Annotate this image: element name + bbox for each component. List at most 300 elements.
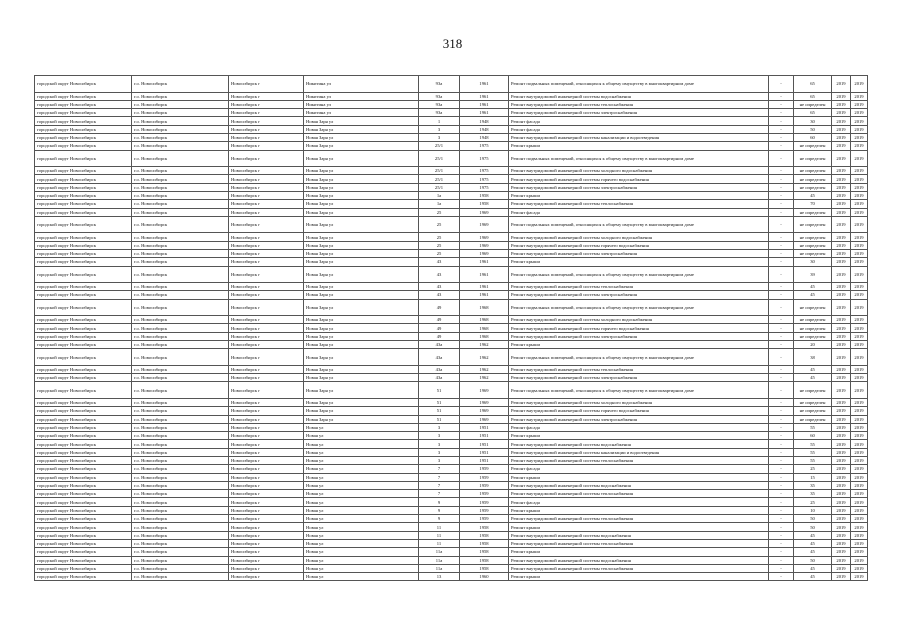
table-row [35,324,868,332]
cell-street: Новая Заря ул [304,208,419,216]
cell-city: Новосибирск г [229,316,304,324]
cell-house-number: 93а [419,92,460,100]
cell-city: Новосибирск г [229,258,304,266]
cell-municipality: городской округ Новосибирск [35,117,132,125]
table-row [35,175,868,183]
cell-code: - [769,515,794,523]
cell-house-number: 51 [419,398,460,406]
cell-house-number: 43а [419,341,460,349]
cell-work-type: Ремонт крыши [509,142,769,150]
cell-municipality: городской округ Новосибирск [35,490,132,498]
cell-work-type: Ремонт крыши [509,523,769,531]
cell-work-type: Ремонт внутридомовой инженерной системы водоснабжения [509,531,769,539]
cell-settlement: г.о. Новосибирск [132,324,229,332]
cell-end-year: 2019 [851,291,868,299]
table-row [35,233,868,241]
cell-build-year: 1961 [460,283,509,291]
cell-municipality: городской округ Новосибирск [35,432,132,440]
cell-municipality: городской округ Новосибирск [35,423,132,431]
cell-build-year: 1958 [460,564,509,572]
table-row [35,465,868,473]
cell-house-number: 25 [419,208,460,216]
cell-city: Новосибирск г [229,191,304,199]
cell-work-type: Ремонт внутридомовой инженерной системы водоснабжения [509,440,769,448]
cell-city: Новосибирск г [229,349,304,366]
cell-cost: не определен [794,382,832,399]
cell-build-year: 1951 [460,457,509,465]
cell-city: Новосибирск г [229,515,304,523]
cell-settlement: г.о. Новосибирск [132,208,229,216]
cell-build-year: 1958 [460,523,509,531]
cell-work-type: Ремонт внутридомовой инженерной системы горячего водоснабжения [509,175,769,183]
table-row [35,316,868,324]
cell-municipality: городской округ Новосибирск [35,100,132,108]
cell-code: - [769,324,794,332]
cell-start-year: 2019 [832,142,851,150]
cell-street: Новая Заря ул [304,266,419,283]
cell-municipality: городской округ Новосибирск [35,332,132,340]
cell-code: - [769,125,794,133]
cell-municipality: городской округ Новосибирск [35,473,132,481]
cell-start-year: 2019 [832,332,851,340]
cell-city: Новосибирск г [229,175,304,183]
cell-start-year: 2019 [832,316,851,324]
cell-code: - [769,481,794,489]
cell-street: Новая ул [304,481,419,489]
cell-cost: не определен [794,150,832,167]
cell-start-year: 2019 [832,216,851,233]
cell-city: Новосибирск г [229,448,304,456]
page-number: 318 [442,36,463,51]
cell-municipality: городской округ Новосибирск [35,283,132,291]
cell-settlement: г.о. Новосибирск [132,365,229,373]
cell-cost: не определен [794,142,832,150]
cell-end-year: 2019 [851,167,868,175]
cell-build-year: 1958 [460,556,509,564]
cell-municipality: городской округ Новосибирск [35,506,132,514]
cell-settlement: г.о. Новосибирск [132,473,229,481]
cell-street: Новая Заря ул [304,349,419,366]
table-row [35,490,868,498]
table-row [35,249,868,257]
cell-start-year: 2019 [832,573,851,581]
cell-settlement: г.о. Новосибирск [132,216,229,233]
cell-settlement: г.о. Новосибирск [132,283,229,291]
cell-city: Новосибирск г [229,183,304,191]
cell-build-year: 1975 [460,167,509,175]
cell-build-year: 1975 [460,142,509,150]
cell-street: Новая Заря ул [304,241,419,249]
cell-build-year: 1961 [460,258,509,266]
cell-work-type: Ремонт внутридомовой инженерной системы теплоснабжения [509,365,769,373]
cell-cost: 25 [794,465,832,473]
cell-build-year: 1961 [460,76,509,93]
cell-house-number: 3 [419,423,460,431]
cell-house-number: 51 [419,382,460,399]
cell-code: - [769,440,794,448]
cell-end-year: 2019 [851,133,868,141]
cell-house-number: 3 [419,133,460,141]
cell-start-year: 2019 [832,109,851,117]
cell-municipality: городской округ Новосибирск [35,133,132,141]
cell-end-year: 2019 [851,398,868,406]
cell-house-number: 25 [419,249,460,257]
cell-code: - [769,423,794,431]
cell-code: - [769,233,794,241]
cell-city: Новосибирск г [229,440,304,448]
cell-city: Новосибирск г [229,490,304,498]
cell-end-year: 2019 [851,515,868,523]
cell-house-number: 3 [419,432,460,440]
cell-build-year: 1958 [460,539,509,547]
cell-cost: 45 [794,191,832,199]
table-row [35,523,868,531]
cell-house-number: 51 [419,407,460,415]
cell-work-type: Ремонт внутридомовой инженерной системы холодного водоснабжения [509,233,769,241]
table-row [35,133,868,141]
cell-start-year: 2019 [832,407,851,415]
cell-code: - [769,498,794,506]
cell-code: - [769,100,794,108]
table-row [35,506,868,514]
cell-cost: не определен [794,332,832,340]
cell-cost: 30 [794,258,832,266]
cell-build-year: 1962 [460,341,509,349]
cell-street: Новая Заря ул [304,415,419,423]
cell-end-year: 2019 [851,258,868,266]
cell-code: - [769,539,794,547]
cell-build-year: 1958 [460,191,509,199]
cell-street: Новая Заря ул [304,125,419,133]
cell-start-year: 2019 [832,531,851,539]
cell-house-number: 11а [419,556,460,564]
cell-build-year: 1958 [460,548,509,556]
cell-end-year: 2019 [851,382,868,399]
table-row [35,432,868,440]
cell-work-type: Ремонт фасада [509,117,769,125]
cell-city: Новосибирск г [229,76,304,93]
cell-city: Новосибирск г [229,142,304,150]
cell-start-year: 2019 [832,76,851,93]
cell-municipality: городской округ Новосибирск [35,208,132,216]
cell-end-year: 2019 [851,573,868,581]
cell-house-number: 43 [419,258,460,266]
cell-work-type: Ремонт внутридомовой инженерной системы электроснабжения [509,249,769,257]
table-row [35,448,868,456]
cell-street: Новая ул [304,539,419,547]
cell-municipality: городской округ Новосибирск [35,498,132,506]
cell-municipality: городской округ Новосибирск [35,191,132,199]
cell-code: - [769,473,794,481]
cell-build-year: 1962 [460,365,509,373]
cell-settlement: г.о. Новосибирск [132,117,229,125]
cell-city: Новосибирск г [229,498,304,506]
cell-street: Никитина ул [304,100,419,108]
cell-end-year: 2019 [851,432,868,440]
cell-start-year: 2019 [832,200,851,208]
cell-code: - [769,109,794,117]
cell-settlement: г.о. Новосибирск [132,100,229,108]
cell-settlement: г.о. Новосибирск [132,432,229,440]
cell-municipality: городской округ Новосибирск [35,258,132,266]
cell-start-year: 2019 [832,208,851,216]
cell-start-year: 2019 [832,175,851,183]
cell-house-number: 3 [419,440,460,448]
cell-settlement: г.о. Новосибирск [132,465,229,473]
cell-settlement: г.о. Новосибирск [132,233,229,241]
cell-build-year: 1961 [460,92,509,100]
cell-work-type: Ремонт внутридомовой инженерной системы канализации и водоотведения [509,448,769,456]
cell-cost: не определен [794,407,832,415]
cell-build-year: 1969 [460,407,509,415]
cell-settlement: г.о. Новосибирск [132,382,229,399]
cell-code: - [769,191,794,199]
cell-build-year: 1951 [460,432,509,440]
cell-settlement: г.о. Новосибирск [132,548,229,556]
cell-end-year: 2019 [851,183,868,191]
cell-house-number: 25 [419,216,460,233]
cell-cost: не определен [794,167,832,175]
cell-municipality: городской округ Новосибирск [35,465,132,473]
cell-house-number: 1 [419,117,460,125]
cell-build-year: 1959 [460,515,509,523]
cell-settlement: г.о. Новосибирск [132,407,229,415]
cell-municipality: городской округ Новосибирск [35,92,132,100]
cell-street: Новая Заря ул [304,341,419,349]
cell-house-number: 11а [419,548,460,556]
cell-street: Новая ул [304,531,419,539]
cell-work-type: Ремонт внутридомовой инженерной системы водоснабжения [509,92,769,100]
cell-house-number: 25/1 [419,150,460,167]
cell-municipality: городской округ Новосибирск [35,142,132,150]
cell-code: - [769,316,794,324]
cell-end-year: 2019 [851,349,868,366]
cell-settlement: г.о. Новосибирск [132,316,229,324]
cell-start-year: 2019 [832,299,851,316]
cell-start-year: 2019 [832,548,851,556]
cell-cost: не определен [794,183,832,191]
cell-city: Новосибирск г [229,100,304,108]
cell-house-number: 7 [419,481,460,489]
cell-code: - [769,167,794,175]
cell-work-type: Ремонт внутридомовой инженерной системы холодного водоснабжения [509,167,769,175]
cell-settlement: г.о. Новосибирск [132,92,229,100]
cell-code: - [769,332,794,340]
cell-municipality: городской округ Новосибирск [35,440,132,448]
cell-house-number: 49 [419,299,460,316]
cell-code: - [769,142,794,150]
table-row [35,216,868,233]
cell-work-type: Ремонт внутридомовой инженерной системы горячего водоснабжения [509,324,769,332]
cell-work-type: Ремонт фасада [509,125,769,133]
table-row [35,457,868,465]
cell-start-year: 2019 [832,150,851,167]
cell-code: - [769,564,794,572]
cell-city: Новосибирск г [229,133,304,141]
cell-city: Новосибирск г [229,432,304,440]
cell-end-year: 2019 [851,548,868,556]
table-row [35,374,868,382]
cell-street: Новая Заря ул [304,398,419,406]
cell-end-year: 2019 [851,266,868,283]
cell-work-type: Ремонт крыши [509,432,769,440]
cell-build-year: 1959 [460,481,509,489]
cell-end-year: 2019 [851,531,868,539]
cell-end-year: 2019 [851,117,868,125]
cell-settlement: г.о. Новосибирск [132,515,229,523]
cell-work-type: Ремонт внутридомовой инженерной системы холодного водоснабжения [509,316,769,324]
table-row [35,299,868,316]
cell-end-year: 2019 [851,332,868,340]
cell-city: Новосибирск г [229,473,304,481]
cell-build-year: 1969 [460,415,509,423]
cell-end-year: 2019 [851,208,868,216]
cell-start-year: 2019 [832,423,851,431]
cell-end-year: 2019 [851,407,868,415]
cell-code: - [769,283,794,291]
cell-build-year: 1951 [460,448,509,456]
cell-municipality: городской округ Новосибирск [35,233,132,241]
cell-street: Новая Заря ул [304,167,419,175]
cell-municipality: городской округ Новосибирск [35,539,132,547]
cell-code: - [769,299,794,316]
cell-cost: не определен [794,175,832,183]
cell-work-type: Ремонт крыши [509,506,769,514]
cell-code: - [769,266,794,283]
cell-code: - [769,407,794,415]
cell-build-year: 1969 [460,398,509,406]
cell-code: - [769,150,794,167]
cell-start-year: 2019 [832,556,851,564]
cell-work-type: Ремонт внутридомовой инженерной системы водоснабжения [509,556,769,564]
cell-work-type: Ремонт крыши [509,191,769,199]
cell-start-year: 2019 [832,283,851,291]
cell-municipality: городской округ Новосибирск [35,299,132,316]
cell-municipality: городской округ Новосибирск [35,316,132,324]
cell-build-year: 1948 [460,117,509,125]
cell-start-year: 2019 [832,341,851,349]
cell-build-year: 1962 [460,374,509,382]
cell-settlement: г.о. Новосибирск [132,564,229,572]
cell-build-year: 1975 [460,175,509,183]
cell-end-year: 2019 [851,216,868,233]
cell-build-year: 1975 [460,150,509,167]
cell-house-number: 93а [419,109,460,117]
cell-municipality: городской округ Новосибирск [35,457,132,465]
cell-start-year: 2019 [832,349,851,366]
table-row [35,415,868,423]
cell-build-year: 1959 [460,506,509,514]
cell-start-year: 2019 [832,291,851,299]
cell-work-type: Ремонт подвальных помещений, относящихся к общему имуществу в многоквартирном доме [509,76,769,93]
cell-street: Новая ул [304,556,419,564]
cell-settlement: г.о. Новосибирск [132,150,229,167]
cell-code: - [769,258,794,266]
cell-end-year: 2019 [851,76,868,93]
cell-settlement: г.о. Новосибирск [132,175,229,183]
cell-build-year: 1962 [460,349,509,366]
cell-settlement: г.о. Новосибирск [132,125,229,133]
cell-work-type: Ремонт крыши [509,473,769,481]
cell-end-year: 2019 [851,440,868,448]
cell-cost: не определен [794,324,832,332]
cell-street: Никитина ул [304,92,419,100]
cell-municipality: городской округ Новосибирск [35,341,132,349]
cell-settlement: г.о. Новосибирск [132,332,229,340]
cell-work-type: Ремонт внутридомовой инженерной системы электроснабжения [509,332,769,340]
cell-cost: 50 [794,523,832,531]
cell-work-type: Ремонт внутридомовой инженерной системы теплоснабжения [509,490,769,498]
cell-house-number: 1а [419,191,460,199]
cell-house-number: 93а [419,76,460,93]
cell-street: Новая ул [304,457,419,465]
cell-end-year: 2019 [851,523,868,531]
table-row [35,109,868,117]
cell-city: Новосибирск г [229,506,304,514]
cell-end-year: 2019 [851,490,868,498]
cell-city: Новосибирск г [229,481,304,489]
cell-street: Новая Заря ул [304,258,419,266]
cell-work-type: Ремонт подвальных помещений, относящихся к общему имуществу в многоквартирном доме [509,349,769,366]
cell-cost: 65 [794,109,832,117]
cell-street: Новая Заря ул [304,291,419,299]
cell-end-year: 2019 [851,457,868,465]
cell-work-type: Ремонт внутридомовой инженерной системы электроснабжения [509,183,769,191]
cell-municipality: городской округ Новосибирск [35,374,132,382]
cell-street: Новая Заря ул [304,133,419,141]
cell-municipality: городской округ Новосибирск [35,365,132,373]
cell-municipality: городской округ Новосибирск [35,324,132,332]
table-row [35,258,868,266]
cell-work-type: Ремонт внутридомовой инженерной системы теплоснабжения [509,283,769,291]
cell-settlement: г.о. Новосибирск [132,457,229,465]
cell-city: Новосибирск г [229,299,304,316]
cell-settlement: г.о. Новосибирск [132,481,229,489]
cell-code: - [769,133,794,141]
cell-cost: 45 [794,564,832,572]
cell-settlement: г.о. Новосибирск [132,440,229,448]
cell-code: - [769,249,794,257]
cell-street: Новая ул [304,432,419,440]
table-row [35,183,868,191]
table-body [35,76,868,581]
cell-municipality: городской округ Новосибирск [35,448,132,456]
cell-settlement: г.о. Новосибирск [132,490,229,498]
cell-street: Новая ул [304,515,419,523]
cell-cost: не определен [794,415,832,423]
cell-municipality: городской округ Новосибирск [35,266,132,283]
table-row [35,341,868,349]
cell-build-year: 1959 [460,498,509,506]
cell-street: Новая Заря ул [304,150,419,167]
cell-work-type: Ремонт крыши [509,341,769,349]
cell-build-year: 1961 [460,291,509,299]
table-row [35,473,868,481]
cell-build-year: 1951 [460,440,509,448]
cell-end-year: 2019 [851,316,868,324]
cell-cost: 50 [794,125,832,133]
cell-build-year: 1959 [460,465,509,473]
cell-settlement: г.о. Новосибирск [132,109,229,117]
cell-end-year: 2019 [851,556,868,564]
cell-settlement: г.о. Новосибирск [132,249,229,257]
cell-code: - [769,556,794,564]
cell-start-year: 2019 [832,324,851,332]
cell-start-year: 2019 [832,117,851,125]
cell-municipality: городской округ Новосибирск [35,548,132,556]
cell-cost: 45 [794,374,832,382]
cell-cost: 35 [794,481,832,489]
